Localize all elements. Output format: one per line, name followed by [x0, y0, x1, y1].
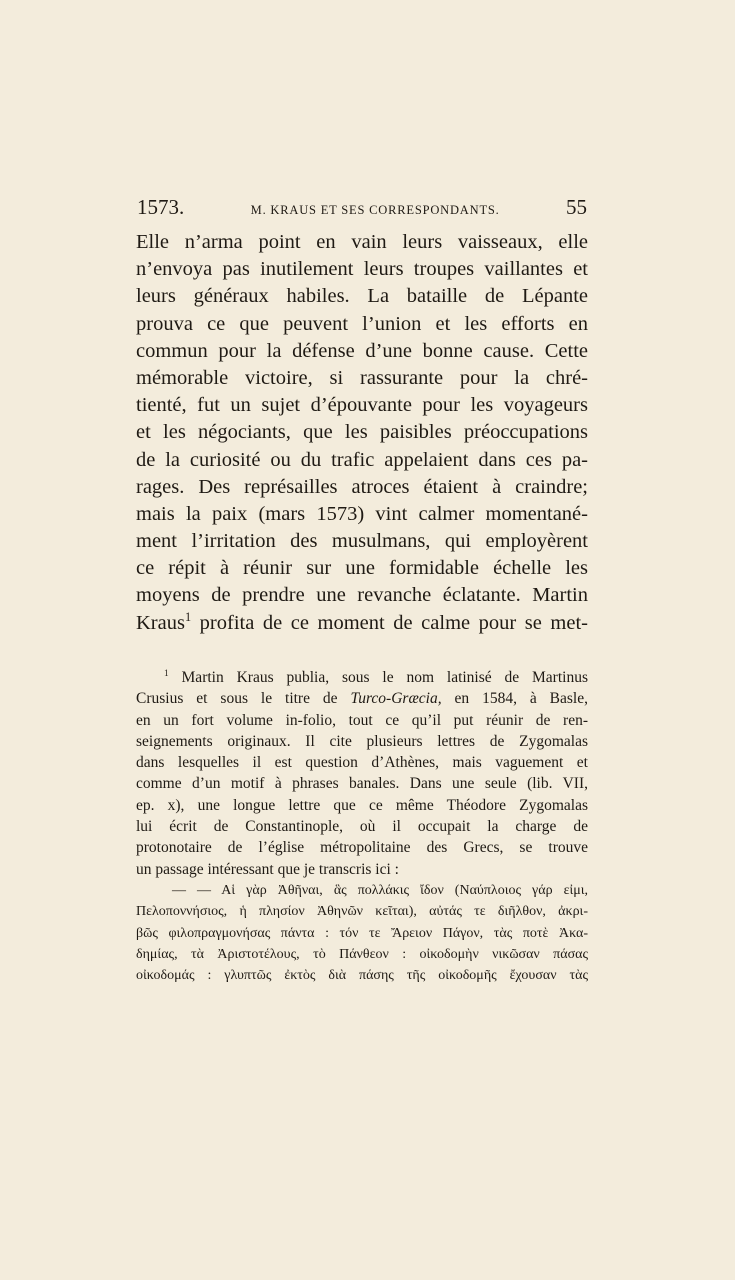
body-line: mais la paix (mars 1573) vint calmer momentané-: [136, 502, 588, 525]
running-head-title: M. KRAUS ET SES CORRESPONDANTS.: [250, 203, 500, 217]
body-text-span: Kraus: [136, 611, 185, 634]
body-line: tienté, fut un sujet d’épouvante pour les voyageurs: [136, 394, 588, 417]
body-line: et les négociants, que les paisibles préoccupations: [136, 421, 588, 444]
footnote-text-span: Martin Kraus publia, sous le nom latinisé de Martinus: [168, 669, 588, 686]
footnote-line: [136, 688, 588, 709]
footnote-line: un passage intéressant que je transcris ici :: [136, 860, 399, 878]
body-line: n’envoya pas inutilement leurs troupes vaillantes et: [136, 258, 588, 281]
body-line: Elle n’arma point en vain leurs vaisseaux, elle: [136, 231, 588, 253]
footnote-reference[interactable]: 1: [184, 609, 192, 624]
body-line: leurs généraux habiles. La bataille de Lépante: [136, 285, 588, 308]
footnote-line: ep. x), une longue lettre que ce même Théodore Zygomalas: [136, 796, 588, 814]
footnote-text-span: Crusius et sous le titre de: [136, 690, 351, 708]
body-line: commun pour la défense d’une bonne cause. Cette: [136, 339, 588, 362]
footnote-line: lui écrit de Constantinople, où il occupait la charge de: [136, 818, 588, 836]
body-line: prouva ce que peuvent l’union et les efforts en: [136, 312, 588, 335]
footnote-text-span: en 1584, à Basle,: [441, 690, 588, 708]
footnote-line: comme d’un motif à phrases banales. Dans une seule (lib. VII,: [136, 775, 588, 793]
body-text-span: profita de ce moment de calme pour se met-: [191, 611, 588, 634]
running-head: [137, 195, 587, 221]
greek-quote-line: — — Αἱ γὰρ Ἀθῆναι, ἃς πολλάκις ἴδον (Ναύπλοιος γάρ εἰμι,: [172, 882, 588, 898]
greek-quote-line: οἰκοδομάς : γλυπτῶς ἐκτὸς διὰ πάσης τῆς οἰκοδομῆς ἔχουσαν τὰς: [136, 968, 588, 984]
footnote-line: [136, 667, 588, 688]
body-line-last: [136, 610, 588, 637]
footnote-line: en un fort volume in-folio, tout ce qu’il put réunir de ren-: [136, 711, 588, 729]
footnote: [136, 667, 588, 986]
running-head-year: 1573.: [137, 195, 185, 219]
footnote-mark: 1: [164, 668, 169, 679]
footnote-line: dans lesquelles il est question d’Athènes, mais vaguement et: [136, 754, 588, 772]
body-line: mémorable victoire, si rassurante pour la chré-: [136, 366, 588, 389]
greek-quote-line: βῶς φιλοπραγμονήσας πάντα : τόν τε Ἄρειον Πάγον, τὰς ποτὲ Ἀκα-: [136, 925, 588, 941]
body-text: [136, 229, 588, 637]
footnote-line: protonotaire de l’église métropolitaine des Grecs, se trouve: [136, 839, 588, 857]
body-line: ment l’irritation des musulmans, qui employèrent: [136, 530, 588, 553]
body-line: rages. Des représailles atroces étaient à craindre;: [136, 475, 588, 498]
greek-quote-line: Πελοποννήσιος, ἡ πλησίον Ἀθηνῶν κεῖται), αὐτάς τε διῆλθον, ἀκρι-: [136, 904, 588, 920]
page-number: 55: [565, 195, 587, 219]
greek-quote-line: δημίας, τὰ Ἀριστοτέλους, τὸ Πάνθεον : οἰκοδομὴν νικῶσαν πάσας: [136, 946, 588, 962]
body-line: ce répit à réunir sur une formidable échelle les: [136, 557, 588, 580]
footnote-line: seignements originaux. Il cite plusieurs lettres de Zygomalas: [136, 732, 588, 750]
book-title: Turco-Græcia,: [350, 690, 442, 708]
body-line: moyens de prendre une revanche éclatante. Martin: [136, 584, 588, 607]
body-line: de la curiosité ou du trafic appelaient dans ces pa-: [136, 448, 588, 471]
